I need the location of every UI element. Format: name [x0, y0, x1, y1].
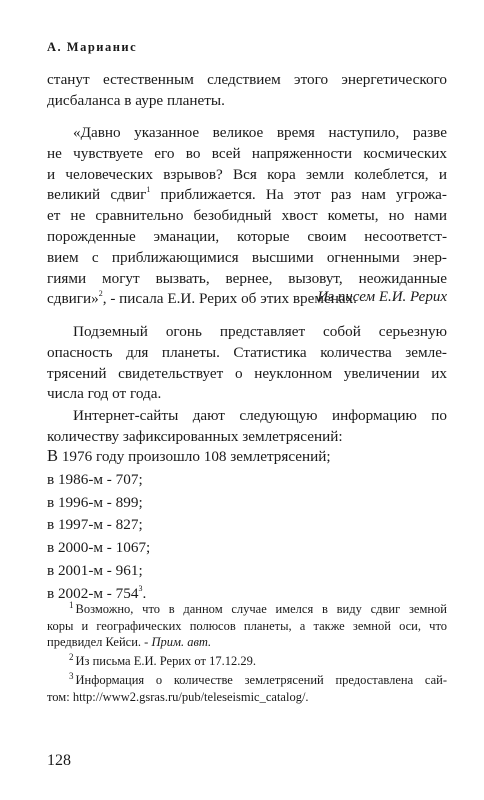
quote-signature: Из писем Е.И. Рерих: [317, 289, 447, 305]
text-line: вием с приближающимися высшими огненными энер-: [47, 248, 447, 266]
footnote-text: предвидел Кейси.: [47, 635, 142, 650]
paragraph: [47, 322, 447, 405]
running-header: А. Марианис: [47, 40, 138, 54]
stats-row: в 2000-м - 1067;: [47, 539, 151, 557]
footnote-text: Из письма Е.И. Рерих от 17.12.29.: [75, 654, 256, 668]
earthquake-stats-list: [47, 445, 331, 606]
footnote-1: [47, 601, 447, 651]
text-line: гиями могут вызвать, вернее, вызовут, неожиданные: [47, 269, 447, 287]
text-line: и человеческих взрывов? Вся кора земли колеблется, и: [47, 165, 447, 183]
text-line: [47, 185, 447, 206]
footnote-mark: 1: [69, 600, 74, 610]
stats-row: в 1986-м - 707;: [47, 470, 143, 488]
footnote-author-note: Прим. авт.: [151, 635, 212, 650]
footnote-line: [47, 601, 447, 618]
text-fragment: приближается. На этот раз нам угрожа-: [160, 186, 447, 204]
footnote-text: Возможно, что в данном случае имелся в виду сдвиг земной: [75, 602, 447, 616]
footnote-text: Информация о количестве землетрясений предоставлена сай-: [75, 673, 447, 687]
book-page: [47, 0, 447, 800]
stats-text: 1976 году произошло 108 землетрясений;: [61, 448, 331, 465]
stats-row: в 1996-м - 899;: [47, 493, 143, 511]
text-line: дисбаланса в ауре планеты.: [47, 91, 225, 109]
stats-row: в 2001-м - 961;: [47, 561, 143, 579]
footnote-link-line[interactable]: том: http://www2.gsras.ru/pub/teleseismic_catalog/.: [47, 690, 309, 705]
text-line: ет не сравнительно безобидный хвост кометы, но нами: [47, 207, 447, 225]
footnote-mark: 3: [69, 671, 74, 681]
text-line: трясений свидетельствует о неуклонном увеличении их: [47, 364, 447, 382]
text-line: порожденные эманации, которые своим несоответст-: [47, 227, 447, 245]
stats-row: в 1997-м - 827;: [47, 516, 143, 534]
footnote-3: [47, 672, 447, 705]
text-line: опасность для планеты. Статистика количества земле-: [47, 343, 447, 361]
quote-paragraph: [47, 123, 447, 310]
stats-row: [47, 445, 331, 469]
text-line: Интернет-сайты дают следующую информацию по: [73, 407, 447, 424]
footnote-line: [47, 672, 447, 689]
text-fragment: великий сдвиг: [47, 186, 147, 204]
text-fragment: , - писала Е.И. Рерих об этих временах.: [102, 290, 357, 308]
paragraph: [47, 406, 447, 448]
stats-text: в 2002-м - 754: [47, 584, 139, 602]
text-line: числа год от года.: [47, 385, 162, 403]
page-number: 128: [47, 752, 71, 769]
footnote-line: [47, 653, 447, 670]
footnote-mark: 2: [69, 652, 74, 662]
stats-text: .: [142, 584, 147, 602]
paragraph-continued: [47, 70, 447, 112]
text-line: «Давно указанное великое время наступило, разве: [73, 124, 447, 141]
stats-prefix: В: [47, 446, 59, 465]
text-line: станут естественным следствием этого энергетического: [47, 71, 447, 88]
footnote-ref[interactable]: 1: [146, 185, 151, 195]
footnote-2: [47, 653, 447, 670]
text-line: количеству зафиксированных землетрясений:: [47, 427, 343, 445]
footnote-ref[interactable]: 3: [138, 583, 143, 593]
footnote-ref[interactable]: 2: [98, 289, 103, 299]
text-line: Подземный огонь представляет собой серьезную: [73, 323, 447, 340]
footnote-line: предвидел Кейси. - Прим. авт.: [47, 635, 212, 650]
text-line: не чувствуете его во всей напряженности космических: [47, 144, 447, 162]
footnote-line: коры и географических полюсов планеты, а также земной оси, что: [47, 619, 447, 634]
text-fragment: сдвиги»: [47, 290, 99, 308]
